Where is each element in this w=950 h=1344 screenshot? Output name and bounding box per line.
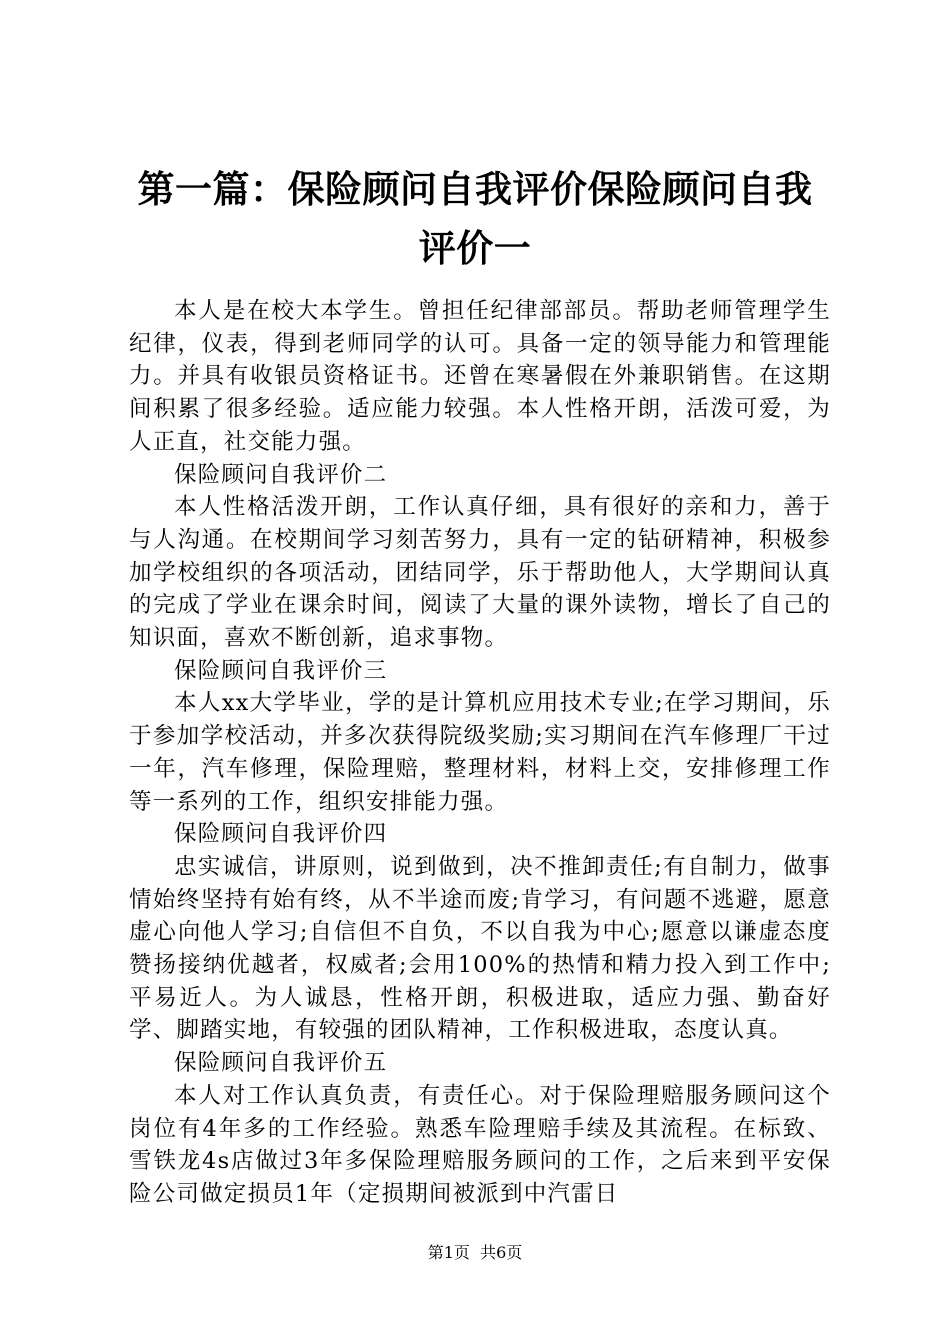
- section-heading-5: 保险顾问自我评价五: [174, 1050, 388, 1077]
- page-footer: 第1页 共6页: [427, 1243, 523, 1262]
- document-body: [129, 295, 831, 1211]
- paragraph-4: 忠实诚信，讲原则，说到做到，决不推卸责任;有自制力，做事情始终坚持有始有终，从不半途而废;肯学习，有问题不逃避，愿意虚心向他人学习;自信但不自负，不以自我为中心;愿意以谦虚态度赞扬接纳优越者，权威者;会用100%的热情和精力投入到工作中;平易近人。为人诚恳，性格开朗，积极进取，适应力强、勤奋好学、脚踏实地，有较强的团队精神，工作积极进取，态度认真。: [129, 853, 831, 1044]
- section-heading-3: 保险顾问自我评价三: [174, 657, 388, 684]
- paragraph-intro: 本人是在校大本学生。曾担任纪律部部员。帮助老师管理学生纪律，仪表，得到老师同学的认可。具备一定的领导能力和管理能力。并具有收银员资格证书。还曾在寒暑假在外兼职销售。在这期间积累了很多经验。适应能力较强。本人性格开朗，活泼可爱，为人正直，社交能力强。: [129, 298, 831, 455]
- page-title: 第一篇：保险顾问自我评价保险顾问自我评价一: [137, 168, 813, 270]
- section-heading-4: 保险顾问自我评价四: [174, 821, 388, 848]
- paragraph-5: 本人对工作认真负责，有责任心。对于保险理赔服务顾问这个岗位有4年多的工作经验。熟悉车险理赔手续及其流程。在标致、雪铁龙4s店做过3年多保险理赔服务顾问的工作，之后来到平安保险公司做定损员1年（定损期间被派到中汽雷日: [129, 1082, 831, 1207]
- paragraph-3: 本人xx大学毕业，学的是计算机应用技术专业;在学习期间，乐于参加学校活动，并多次获得院级奖励;实习期间在汽车修理厂干过一年，汽车修理，保险理赔，整理材料，材料上交，安排修理工作等一系列的工作，组织安排能力强。: [129, 690, 831, 815]
- section-heading-2: 保险顾问自我评价二: [174, 461, 388, 488]
- paragraph-2: 本人性格活泼开朗，工作认真仔细，具有很好的亲和力，善于与人沟通。在校期间学习刻苦努力，具有一定的钻研精神，积极参加学校组织的各项活动，团结同学，乐于帮助他人，大学期间认真的完成了学业在课余时间，阅读了大量的课外读物，增长了自己的知识面，喜欢不断创新，追求事物。: [129, 494, 831, 652]
